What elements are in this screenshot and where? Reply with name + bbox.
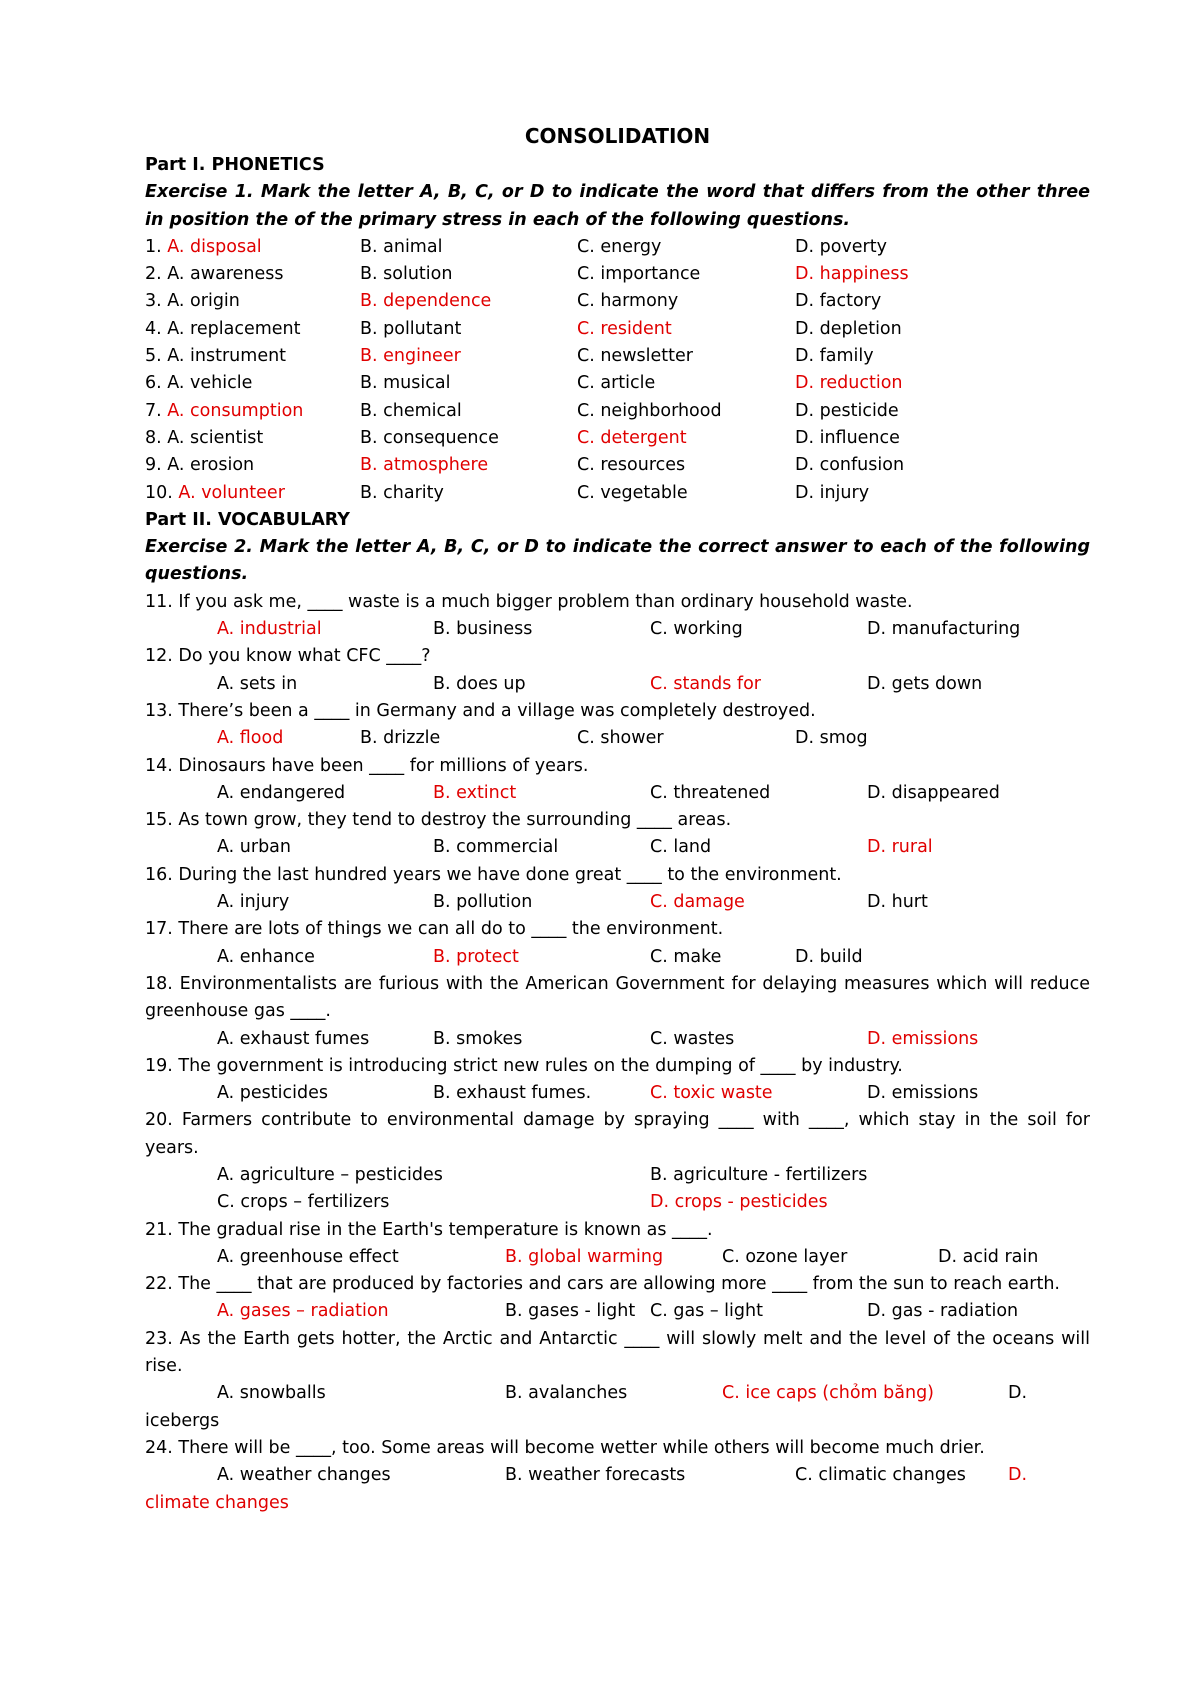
answer-option [145,288,240,315]
answer-option [217,780,345,807]
option-text: A. injury [217,892,290,913]
answer-option [505,1298,635,1325]
phonetics-question-row [145,343,1090,370]
answer-option [650,780,770,807]
answer-option [217,1462,391,1489]
correct-option-text: D. emissions [867,1028,979,1049]
answer-option [217,1244,399,1271]
answer-option [650,1298,763,1325]
question-number: 3. [145,291,168,312]
vocabulary-question [145,971,1090,1053]
question-text: 12. Do you know what CFC ____? [145,646,431,667]
vocabulary-question [145,1217,1090,1272]
option-text: D. smog [795,728,868,749]
correct-option-text: B. extinct [433,782,517,803]
answer-option [867,780,1000,807]
options-row [145,1244,1090,1271]
options-row [145,1026,1090,1053]
option-text: A. enhance [217,946,315,967]
option-text: A. urban [217,837,291,858]
answer-option [577,288,678,315]
correct-option-text: B. protect [433,946,519,967]
answer-option [433,616,532,643]
option-text: C. resources [577,455,686,476]
phonetics-question-list [145,234,1090,507]
answer-option [505,1380,627,1407]
question-number: 4. [145,318,168,339]
answer-option [145,398,303,425]
correct-option-text: C. toxic waste [650,1083,773,1104]
question-text: 24. There will be ____, too. Some areas will become wetter while others will become much drier. [145,1437,985,1458]
option-text: D. hurt [867,892,928,913]
correct-option-text: C. damage [650,892,745,913]
answer-option [360,288,491,315]
answer-option [217,1162,443,1189]
options-row-continued [145,1408,1090,1435]
option-text: C. energy [577,236,662,257]
answer-option [433,944,519,971]
option-text: D. factory [795,291,882,312]
question-text: 17. There are lots of things we can all do to ____ the environment. [145,919,724,940]
answer-option [650,944,721,971]
answer-option [360,343,461,370]
options-row [145,1298,1090,1325]
answer-option [217,834,291,861]
answer-option [217,725,283,752]
option-text: B. smokes [433,1028,523,1049]
correct-option-text: A. disposal [167,236,262,257]
answer-option [217,671,297,698]
answer-option [505,1244,663,1271]
answer-option [650,889,745,916]
options-row [145,1462,1090,1489]
answer-option [360,316,461,343]
option-text: B. pollutant [360,318,462,339]
option-text: C. newsletter [577,346,693,367]
answer-option [360,425,499,452]
answer-option [360,725,440,752]
answer-option [795,370,903,397]
option-text: C. crops – fertilizers [217,1192,390,1213]
answer-option [795,288,881,315]
answer-option [145,316,300,343]
question-number: 9. [145,455,168,476]
option-text: B. gases - light [505,1301,636,1322]
option-text: A. pesticides [217,1083,328,1104]
document-page [145,120,1090,1517]
question-text: 19. The government is introducing strict new rules on the dumping of ____ by industry. [145,1055,903,1076]
option-text: B. business [433,619,533,640]
answer-option [217,889,289,916]
answer-option [1008,1380,1027,1407]
option-text: C. importance [577,264,701,285]
answer-option [795,425,900,452]
option-text: C. ozone layer [722,1246,848,1267]
vocabulary-question [145,916,1090,971]
answer-option [360,234,442,261]
phonetics-question-row [145,316,1090,343]
page-title: CONSOLIDATION [524,124,711,148]
answer-option [867,834,933,861]
correct-option-text: A. flood [217,728,284,749]
answer-option [577,425,687,452]
option-text: C. shower [577,728,664,749]
answer-option [217,1298,389,1325]
option-letter: D. [1008,1465,1028,1486]
vocabulary-question [145,589,1090,644]
options-row [145,889,1090,916]
answer-option-continued [145,1408,219,1435]
options-row [145,1189,1090,1216]
answer-option [795,343,874,370]
option-text: C. neighborhood [577,400,722,421]
answer-option [433,671,526,698]
options-row [145,834,1090,861]
correct-option-text: A. consumption [167,400,304,421]
question-number: 5. [145,346,168,367]
answer-option [433,889,532,916]
option-text: D. confusion [795,455,905,476]
question-text: 21. The gradual rise in the Earth's temperature is known as ____. [145,1219,713,1240]
option-text: C. climatic changes [795,1465,966,1486]
answer-option [722,1380,934,1407]
option-text: D. depletion [795,318,902,339]
options-row [145,944,1090,971]
question-text: 16. During the last hundred years we have done great ____ to the environment. [145,864,842,885]
phonetics-question-row [145,480,1090,507]
options-row [145,1380,1090,1407]
answer-option [145,234,262,261]
option-text: B. commercial [433,837,559,858]
question-text: 22. The ____ that are produced by factories and cars are allowing more ____ from the sun to reach earth. [145,1274,1060,1295]
options-row [145,780,1090,807]
vocabulary-question [145,643,1090,698]
answer-option [577,398,722,425]
correct-option-text: B. global warming [505,1246,664,1267]
answer-option [867,616,1020,643]
answer-option [795,725,868,752]
option-text: D. manufacturing [867,619,1021,640]
option-text: C. land [650,837,712,858]
question-text: 14. Dinosaurs have been ____ for millions of years. [145,755,589,776]
option-text: D. disappeared [867,782,1000,803]
question-text: 18. Environmentalists are furious with the American Government for delaying measures which will reduce greenhouse gas ____. [145,973,1090,1022]
question-text: 11. If you ask me, ____ waste is a much bigger problem than ordinary household waste. [145,591,913,612]
option-text: A. agriculture – pesticides [217,1164,443,1185]
answer-option [867,1298,1018,1325]
answer-option [795,944,863,971]
answer-option-continued [145,1490,289,1517]
answer-option [360,261,452,288]
answer-option [795,1462,966,1489]
answer-option [795,316,902,343]
answer-option [867,671,982,698]
phonetics-question-row [145,425,1090,452]
answer-option [145,480,285,507]
option-text: D. influence [795,427,900,448]
option-text: A. exhaust fumes [217,1028,370,1049]
correct-option-text: C. resident [577,318,672,339]
option-text: A. erosion [167,455,255,476]
answer-option [795,452,904,479]
answer-option [795,234,887,261]
correct-option-text: D. rural [867,837,933,858]
question-number: 6. [145,373,168,394]
option-text: A. weather changes [217,1465,391,1486]
answer-option [650,671,761,698]
answer-option [795,261,909,288]
vocabulary-question [145,807,1090,862]
question-number: 2. [145,264,168,285]
correct-option-text: B. atmosphere [360,455,489,476]
option-text: C. harmony [577,291,679,312]
vocabulary-question [145,1326,1090,1435]
answer-option [650,1080,773,1107]
correct-option-text: D. reduction [795,373,903,394]
answer-option [867,889,928,916]
option-text: B. weather forecasts [505,1465,686,1486]
phonetics-question-row [145,370,1090,397]
answer-option [650,1189,828,1216]
question-text: 13. There’s been a ____ in Germany and a village was completely destroyed. [145,700,816,721]
phonetics-question-row [145,261,1090,288]
vocabulary-question [145,862,1090,917]
answer-option [722,1244,847,1271]
option-text: A. sets in [217,673,298,694]
option-text: A. greenhouse effect [217,1246,399,1267]
answer-option [795,480,869,507]
answer-option [650,1162,867,1189]
correct-option-text: C. stands for [650,673,761,694]
options-row [145,616,1090,643]
option-text: B. avalanches [505,1383,628,1404]
answer-option [577,316,672,343]
option-text: A. scientist [167,427,264,448]
answer-option [217,616,322,643]
answer-option [217,944,315,971]
option-text: C. working [650,619,743,640]
vocabulary-question [145,1107,1090,1216]
option-text: C. gas – light [650,1301,763,1322]
option-text: B. chemical [360,400,462,421]
option-text: A. snowballs [217,1383,326,1404]
option-text: D. gets down [867,673,983,694]
vocabulary-question [145,1271,1090,1326]
phonetics-question-row [145,288,1090,315]
answer-option [867,1026,978,1053]
option-text: A. replacement [167,318,301,339]
option-text: B. pollution [433,892,533,913]
option-text: C. make [650,946,722,967]
answer-option [577,234,661,261]
answer-option [650,834,711,861]
question-text: 20. Farmers contribute to environmental damage by spraying ____ with ____, which stay in the soil for years. [145,1110,1090,1158]
correct-option-text: A. gases – radiation [217,1301,389,1322]
option-text: C. threatened [650,782,771,803]
vocabulary-question [145,1435,1090,1517]
vocabulary-question [145,698,1090,753]
option-text: B. solution [360,264,453,285]
answer-option [217,1026,369,1053]
option-text: A. origin [167,291,240,312]
correct-option-text: C. detergent [577,427,687,448]
option-text: A. endangered [217,782,346,803]
option-text: B. musical [360,373,451,394]
options-row-continued [145,1490,1090,1517]
answer-option [217,1189,389,1216]
exercise1-instruction: Exercise 1. Mark the letter A, B, C, or D to indicate the word that differs from the other three in position the of the primary stress in each of the following questions. [145,182,1090,230]
option-text: C. article [577,373,656,394]
question-number: 10. [145,482,179,503]
answer-option [433,780,516,807]
answer-option [577,452,685,479]
option-text: C. wastes [650,1028,735,1049]
option-text: A. vehicle [167,373,253,394]
answer-option [145,425,263,452]
answer-option [650,1026,734,1053]
option-text: D. emissions [867,1083,979,1104]
correct-option-text: B. dependence [360,291,492,312]
answer-option [505,1462,685,1489]
answer-option [217,1380,326,1407]
option-text: B. charity [360,482,444,503]
option-text: D. pesticide [795,400,899,421]
answer-option [433,1026,522,1053]
phonetics-question-row [145,234,1090,261]
options-row [145,1080,1090,1107]
answer-option [650,616,743,643]
answer-option [433,1080,591,1107]
part2-heading: Part II. VOCABULARY [145,509,350,530]
vocabulary-question [145,1053,1090,1108]
option-text: B. agriculture - fertilizers [650,1164,868,1185]
phonetics-question-row [145,398,1090,425]
option-text: B. exhaust fumes. [433,1083,592,1104]
option-text: D. build [795,946,863,967]
answer-option [577,480,688,507]
exercise2-instruction: Exercise 2. Mark the letter A, B, C, or D to indicate the correct answer to each of the following questions. [145,537,1090,585]
question-number: 8. [145,427,168,448]
answer-option [577,370,655,397]
option-text: C. vegetable [577,482,688,503]
answer-option [938,1244,1038,1271]
option-text: icebergs [145,1410,220,1431]
question-text: 23. As the Earth gets hotter, the Arctic and Antarctic ____ will slowly melt and the level of the oceans will rise. [145,1328,1090,1377]
options-row [145,671,1090,698]
correct-option-text: A. industrial [217,619,322,640]
answer-option [577,261,700,288]
correct-option-text: B. engineer [360,346,461,367]
phonetics-question-row [145,452,1090,479]
correct-option-text: C. ice caps (chỏm băng) [722,1383,935,1404]
option-text: D. acid rain [938,1246,1039,1267]
option-text: D. injury [795,482,870,503]
option-text: B. does up [433,673,526,694]
correct-option-text: D. crops - pesticides [650,1192,828,1213]
answer-option [1008,1462,1027,1489]
answer-option [145,452,254,479]
vocabulary-question-list [145,589,1090,1517]
part1-heading: Part I. PHONETICS [145,155,325,175]
question-number: 7. [145,400,168,421]
answer-option [360,370,450,397]
option-text: B. drizzle [360,728,441,749]
answer-option [577,725,664,752]
answer-option [433,834,558,861]
answer-option [145,370,252,397]
option-text: B. animal [360,236,443,257]
answer-option [217,1080,328,1107]
question-number: 1. [145,236,168,257]
answer-option [867,1080,978,1107]
question-text: 15. As town grow, they tend to destroy the surrounding ____ areas. [145,810,732,831]
option-text: D. poverty [795,236,887,257]
answer-option [577,343,693,370]
correct-option-text: climate changes [145,1492,289,1513]
options-row [145,725,1090,752]
option-text: A. instrument [167,346,287,367]
correct-option-text: D. happiness [795,264,909,285]
answer-option [360,480,444,507]
option-text: B. consequence [360,427,499,448]
options-row [145,1162,1090,1189]
answer-option [145,343,286,370]
answer-option [360,398,462,425]
option-text: D. gas - radiation [867,1301,1019,1322]
vocabulary-question [145,753,1090,808]
answer-option [360,452,488,479]
option-letter: D. [1008,1383,1028,1404]
option-text: A. awareness [167,264,284,285]
correct-option-text: A. volunteer [178,482,285,503]
option-text: D. family [795,346,874,367]
answer-option [145,261,284,288]
answer-option [795,398,899,425]
